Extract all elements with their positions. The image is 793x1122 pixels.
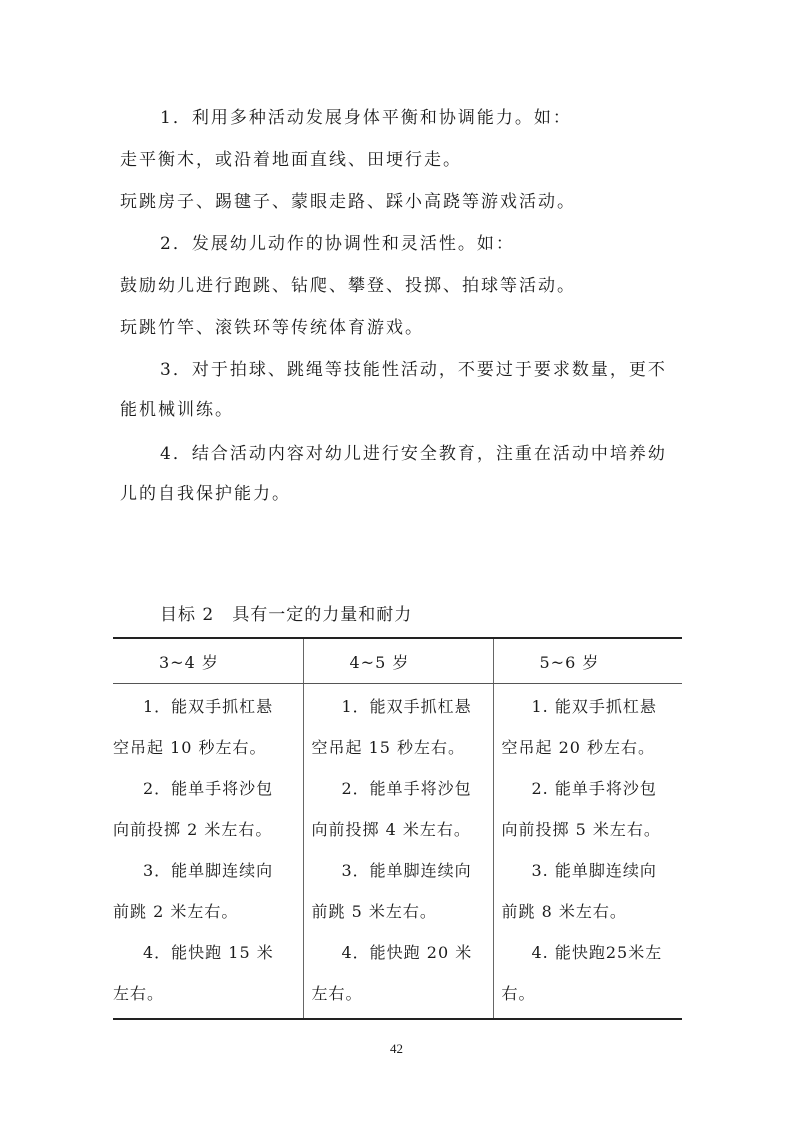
item-line: 4. 能快跑25米左 xyxy=(531,943,663,962)
item-line: 4．能快跑 15 米 xyxy=(143,943,274,962)
table-header-row xyxy=(113,638,682,684)
column-age-5-6 xyxy=(493,684,682,1020)
page-number: 42 xyxy=(390,1041,403,1056)
paragraph-3: 玩跳房子、踢毽子、蒙眼走路、踩小高跷等游戏活动。 xyxy=(120,192,576,212)
paragraph-8: 4．结合活动内容对幼儿进行安全教育，注重在活动中培养幼儿的自我保护能力。 xyxy=(120,444,667,504)
item-line: 3．能单脚连续向 xyxy=(341,861,472,880)
item-line: 空吊起 10 秒左右。 xyxy=(113,738,267,757)
item-line: 2．能单手将沙包 xyxy=(341,779,472,798)
table-body-row xyxy=(113,684,682,1020)
item-line: 2. 能单手将沙包 xyxy=(531,779,657,798)
header-age-4-5: 4~5 岁 xyxy=(303,638,493,684)
item-line: 空吊起 20 秒左右。 xyxy=(501,738,656,757)
item-line: 左右。 xyxy=(113,984,165,1003)
paragraph-7: 3．对于拍球、跳绳等技能性活动，不要过于要求数量，更不能机械训练。 xyxy=(120,360,667,420)
paragraph-2: 走平衡木，或沿着地面直线、田埂行走。 xyxy=(120,150,462,170)
paragraph-6: 玩跳竹竿、滚铁环等传统体育游戏。 xyxy=(120,318,424,338)
item-line: 向前投掷 4 米左右。 xyxy=(311,820,471,839)
paragraph-1: 1．利用多种活动发展身体平衡和协调能力。如： xyxy=(160,108,572,128)
paragraph-4: 2．发展幼儿动作的协调性和灵活性。如： xyxy=(160,234,515,254)
item-line: 左右。 xyxy=(311,984,363,1003)
paragraph-5: 鼓励幼儿进行跑跳、钻爬、攀登、投掷、拍球等活动。 xyxy=(120,276,576,296)
header-age-5-6: 5~6 岁 xyxy=(493,638,682,684)
item-line: 3. 能单脚连续向 xyxy=(531,861,657,880)
item-line: 前跳 8 米左右。 xyxy=(501,902,627,921)
item-line: 1．能双手抓杠悬 xyxy=(143,697,274,716)
goal-table xyxy=(113,637,682,1020)
item-line: 2．能单手将沙包 xyxy=(143,779,274,798)
column-age-3-4 xyxy=(113,684,303,1020)
column-age-4-5 xyxy=(303,684,493,1020)
goal-caption: 目标 2 具有一定的力量和耐力 xyxy=(160,605,413,625)
item-line: 右。 xyxy=(501,984,536,1003)
item-line: 前跳 2 米左右。 xyxy=(113,902,239,921)
header-age-3-4: 3~4 岁 xyxy=(113,638,303,684)
item-line: 向前投掷 5 米左右。 xyxy=(501,820,661,839)
item-line: 前跳 5 米左右。 xyxy=(311,902,437,921)
item-line: 1．能双手抓杠悬 xyxy=(341,697,472,716)
item-line: 空吊起 15 秒左右。 xyxy=(311,738,466,757)
item-line: 向前投掷 2 米左右。 xyxy=(113,820,273,839)
item-line: 1. 能双手抓杠悬 xyxy=(531,697,657,716)
item-line: 4．能快跑 20 米 xyxy=(341,943,473,962)
item-line: 3．能单脚连续向 xyxy=(143,861,274,880)
